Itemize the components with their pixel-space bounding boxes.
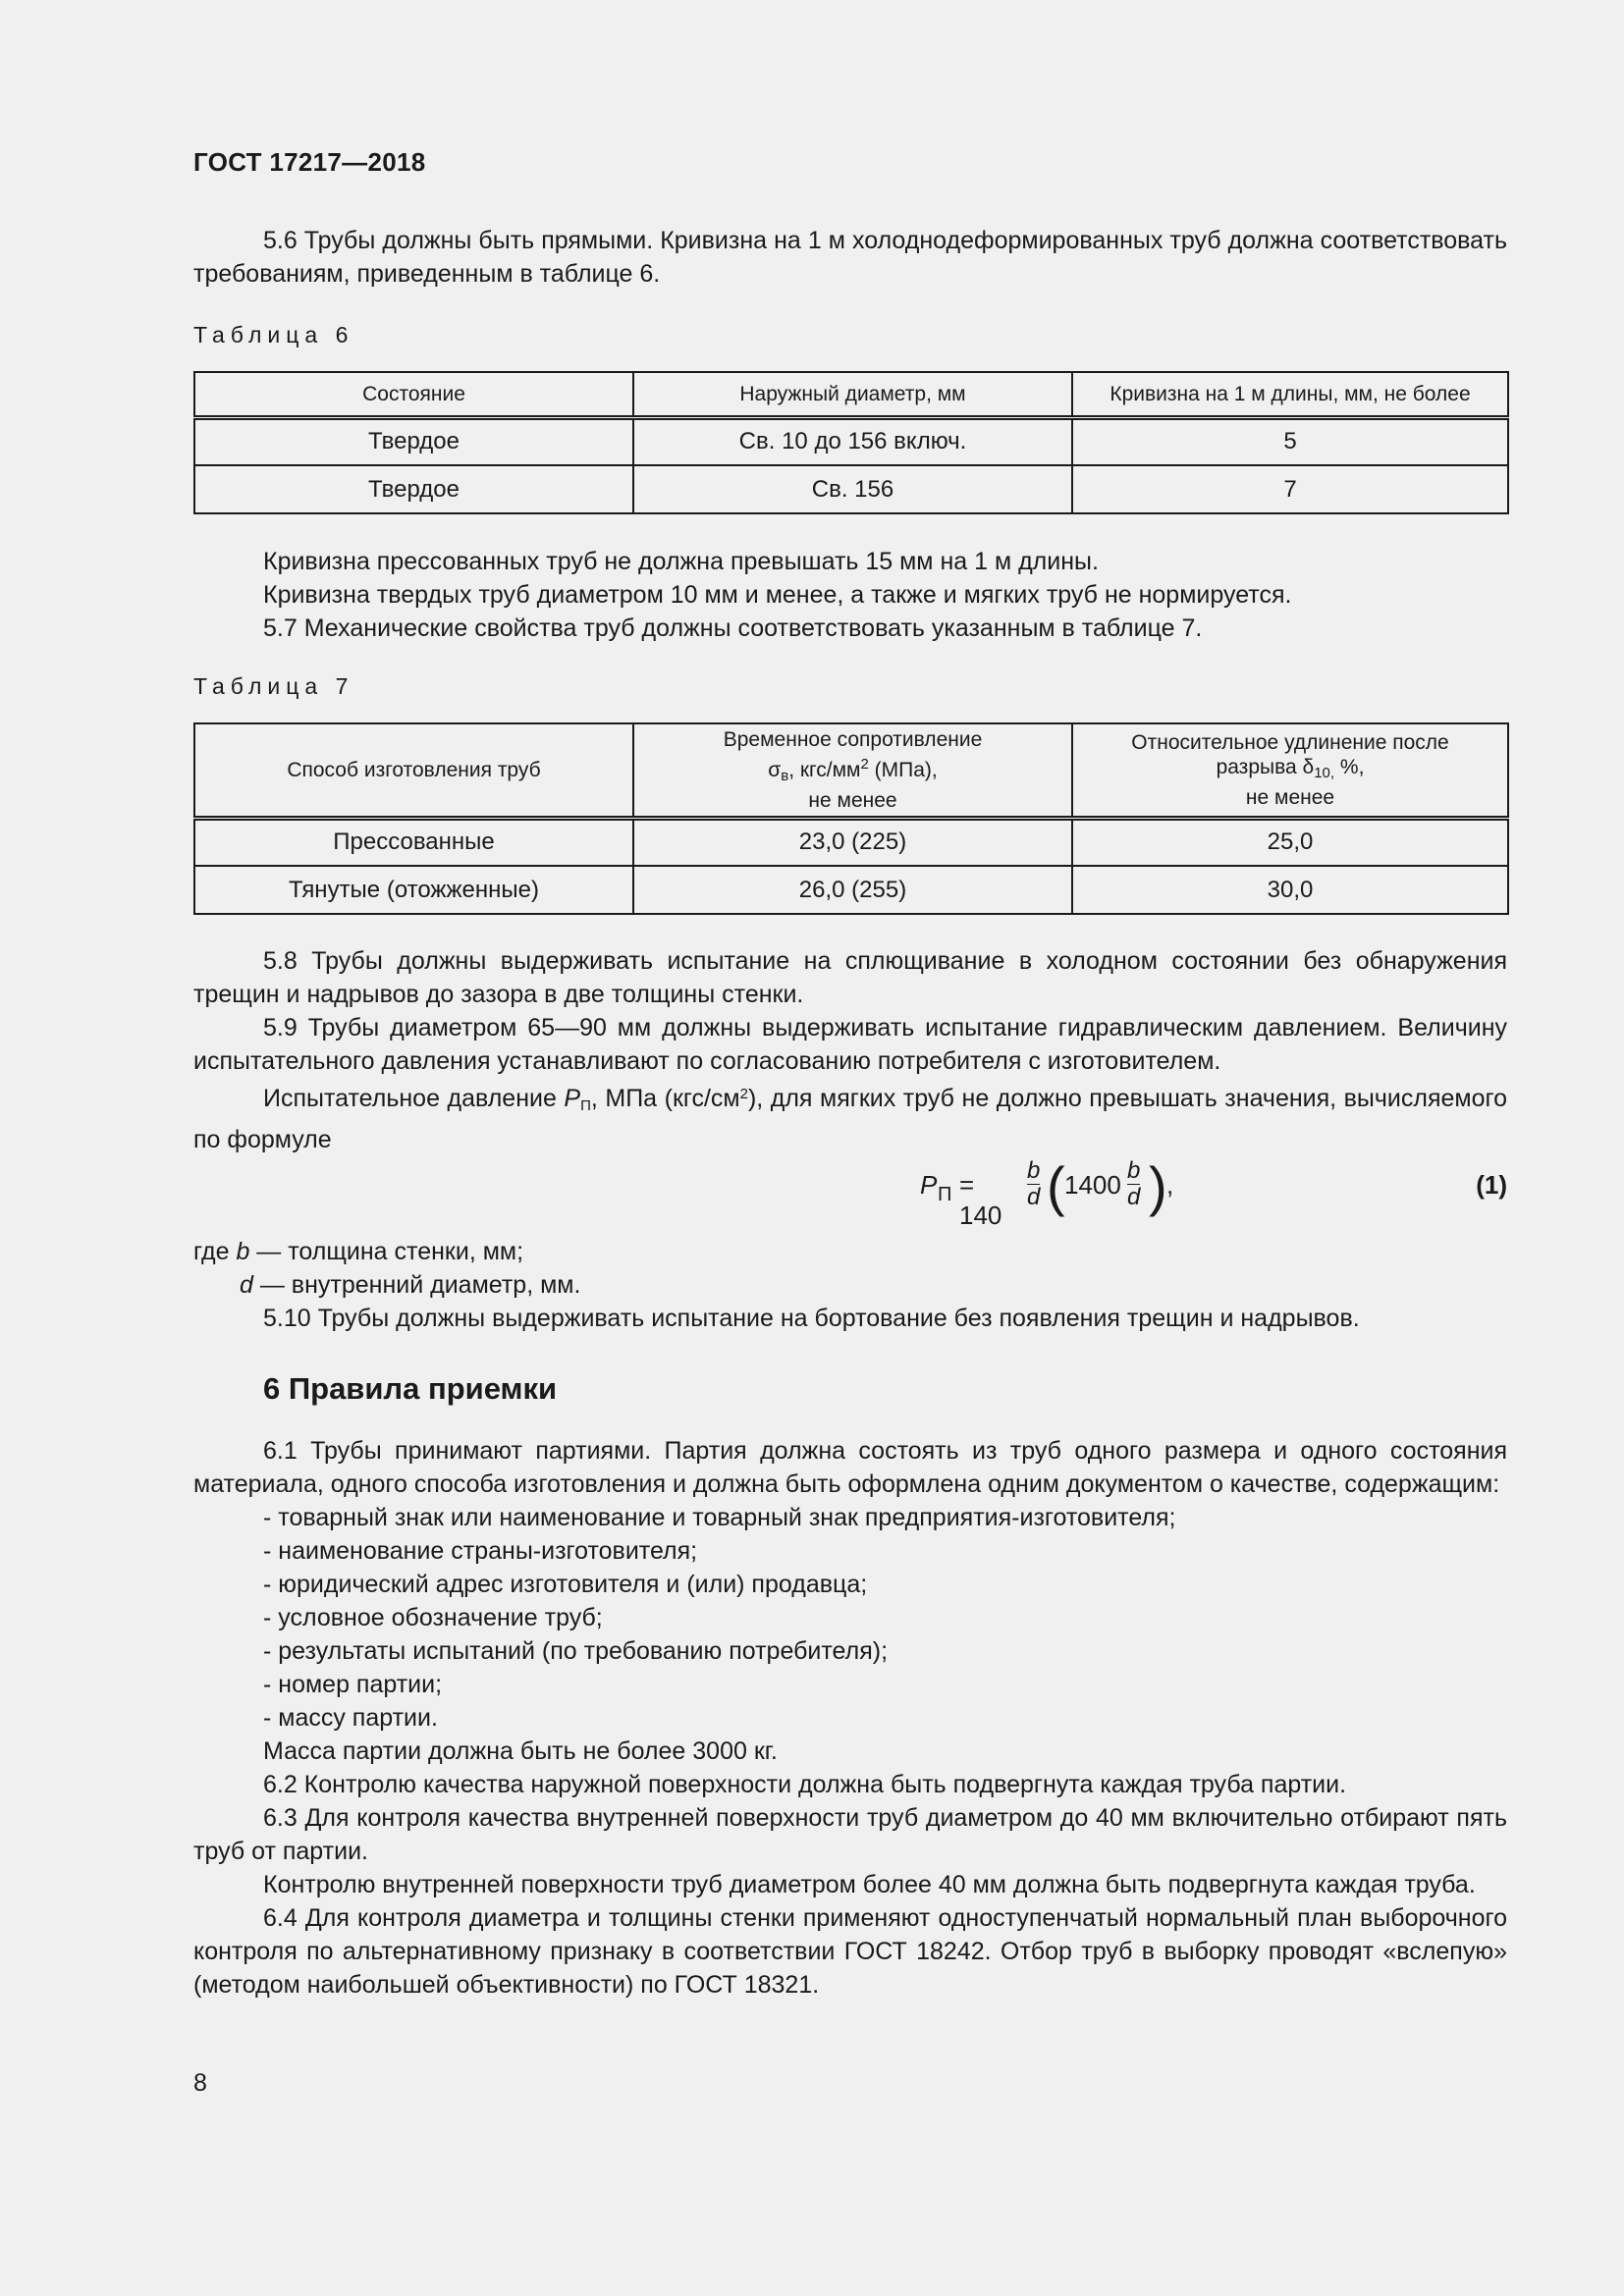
formula-fraction-b-d: $\frac{b}{d}$ (1027, 1157, 1041, 1210)
document-header: ГОСТ 17217—2018 (193, 147, 426, 177)
table-cell: 25,0 (1072, 818, 1508, 866)
table-6-caption: Таблица 6 (193, 322, 354, 347)
list-item: - наименование страны-изготовителя; (263, 1537, 698, 1565)
table-cell: Св. 156 (633, 465, 1072, 513)
paragraph-5-8: 5.8 Трубы должны выдерживать испытание на сплющивание в холодном состоянии без обнаружения трещин и надрывов до зазора в две толщины стенки. (193, 947, 1507, 1008)
table-cell: 26,0 (255) (633, 866, 1072, 914)
table-cell: 7 (1072, 465, 1508, 513)
paragraph-6-1: 6.1 Трубы принимают партиями. Партия должна состоять из труб одного размера и одного состояния материала, одного способа изготовления и должна быть оформлена одним документом о качестве, содержащим: (193, 1437, 1507, 1498)
paragraph-5-9: 5.9 Трубы диаметром 65—90 мм должны выдерживать испытание гидравлическим давлением. Величину испытательного давления устанавливают по согласованию потребителя с изготовителем. (193, 1014, 1507, 1075)
curvature-paragraphs (193, 545, 1507, 645)
list-item: - товарный знак или наименование и товарный знак предприятия-изготовителя; (263, 1504, 1176, 1531)
formula-legend (193, 1235, 1507, 1335)
table-7-header-cell: Временное сопротивление $\sigma_в$, кгс/$мм^2$ (МПа), не менее (633, 723, 1072, 818)
table-7 (193, 722, 1509, 915)
table-6-header-cell: Наружный диаметр, мм (633, 372, 1072, 417)
list-item: - номер партии; (263, 1671, 443, 1698)
table-7-header-cell: Относительное удлинение после разрыва $\delta_{10,}$ %, не менее (1072, 723, 1508, 818)
list-item: - результаты испытаний (по требованию потребителя); (263, 1637, 889, 1665)
table-7-caption: Таблица 7 (193, 673, 354, 699)
legend-b: где b — толщина стенки, мм; (193, 1238, 524, 1265)
table-row (194, 818, 1508, 866)
section-6-body (193, 1434, 1507, 2002)
section-6-title: 6 Правила приемки (263, 1371, 558, 1406)
list-item: - юридический адрес изготовителя и (или) продавца; (263, 1571, 868, 1598)
paragraph-test-pressure: Испытательное давление $P_П$, МПа $(кгс/см^2)$, для мягких труб не должно превышать значения, вычисляемого по формуле (193, 1085, 1507, 1153)
page-number: 8 (193, 2069, 207, 2097)
paragraph-inner-surface: Контролю внутренней поверхности труб диаметром более 40 мм должна быть подвергнута каждая труба. (263, 1871, 1476, 1898)
table-cell: Тянутые (отожженные) (194, 866, 633, 914)
formula-1: P П = 140 (920, 1170, 1002, 1230)
paragraphs-5-8-5-9 (193, 944, 1507, 1156)
formula-paren-right: ) (1149, 1155, 1167, 1217)
table-row (194, 465, 1508, 513)
paragraph-5-7: 5.7 Механические свойства труб должны соответствовать указанным в таблице 7. (263, 614, 1203, 642)
list-item: - массу партии. (263, 1704, 438, 1732)
list-item: - условное обозначение труб; (263, 1604, 603, 1631)
formula-comma: , (1166, 1170, 1174, 1200)
paragraph-curvature-pressed: Кривизна прессованных труб не должна превышать 15 мм на 1 м длины. (263, 548, 1099, 575)
paragraph-mass: Масса партии должна быть не более 3000 кг. (263, 1737, 778, 1765)
table-cell: Твердое (194, 465, 633, 513)
table-row (194, 866, 1508, 914)
table-6-header-cell: Состояние (194, 372, 633, 417)
formula-fraction-b-d: $\frac{b}{d}$ (1127, 1157, 1141, 1210)
paragraph-curvature-hard: Кривизна твердых труб диаметром 10 мм и менее, а также и мягких труб не нормируется. (263, 581, 1292, 609)
table-6 (193, 371, 1509, 514)
paragraph-6-4: 6.4 Для контроля диаметра и толщины стенки применяют одноступенчатый нормальный план выборочного контроля по альтернативному признаку в соответствии ГОСТ 18242. Отбор труб в выборку проводят «вслепую» (методом наибольшей объективности) по ГОСТ 18321. (193, 1904, 1507, 1999)
table-row (194, 417, 1508, 465)
table-cell: 5 (1072, 417, 1508, 465)
table-6-header-row (194, 372, 1508, 417)
legend-d: d — внутренний диаметр, мм. (240, 1271, 581, 1299)
table-7-header-row (194, 723, 1508, 818)
table-cell: 23,0 (225) (633, 818, 1072, 866)
table-cell: Твердое (194, 417, 633, 465)
table-cell: Прессованные (194, 818, 633, 866)
paragraph-5-6: 5.6 Трубы должны быть прямыми. Кривизна на 1 м холоднодеформированных труб должна соответствовать требованиям, приведенным в таблице 6. (193, 227, 1507, 288)
formula-number: (1) (1476, 1170, 1507, 1200)
formula-paren-left: ( (1047, 1155, 1065, 1217)
table-cell: 30,0 (1072, 866, 1508, 914)
paragraph-5-10: 5.10 Трубы должны выдерживать испытание на бортование без появления трещин и надрывов. (263, 1305, 1360, 1332)
paragraph-6-3: 6.3 Для контроля качества внутренней поверхности труб диаметром до 40 мм включительно отбирают пять труб от партии. (193, 1804, 1507, 1865)
table-6-header-cell: Кривизна на 1 м длины, мм, не более (1072, 372, 1508, 417)
table-cell: Св. 10 до 156 включ. (633, 417, 1072, 465)
paragraph-6-2: 6.2 Контролю качества наружной поверхности должна быть подвергнута каждая труба партии. (263, 1771, 1347, 1798)
table-7-header-cell: Способ изготовления труб (194, 723, 633, 818)
